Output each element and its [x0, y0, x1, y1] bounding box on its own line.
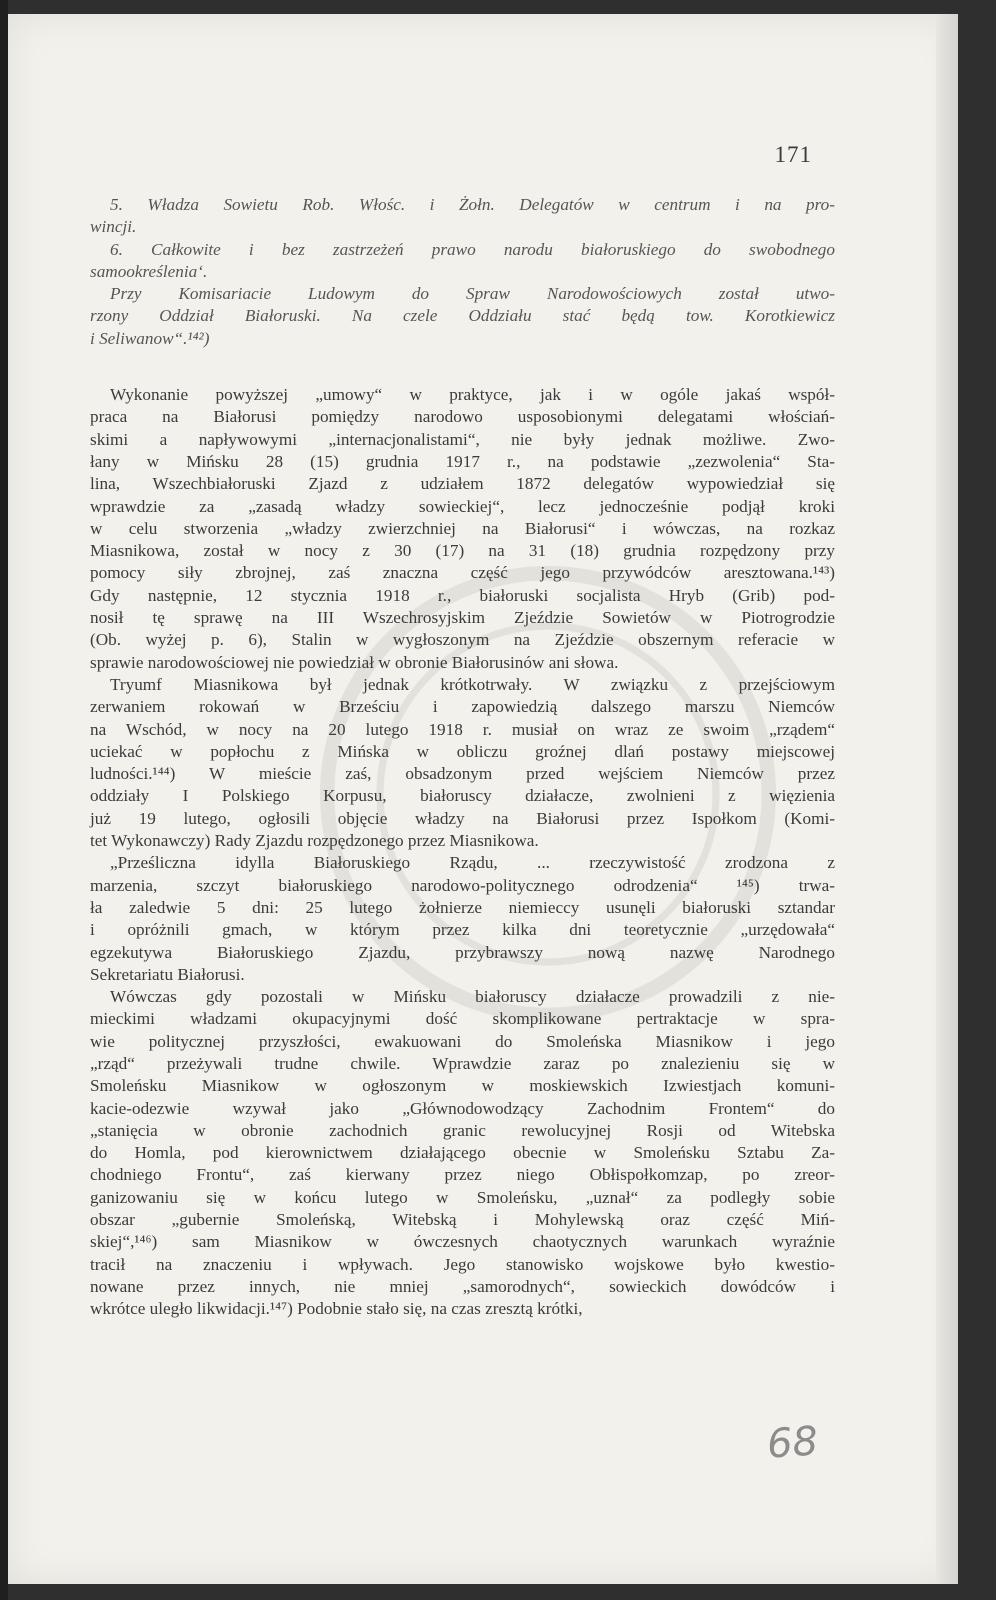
text-line: tracił na znaczeniu i wpływach. Jego stanowisko wojskowe było kwestio- — [90, 1254, 835, 1274]
quote-paragraph — [90, 283, 835, 350]
quoted-declaration — [90, 194, 835, 350]
text-line: do Homla, pod kierownictwem działającego obecnie w Smoleńsku Sztabu Za- — [90, 1143, 835, 1163]
text-line: w celu stworzenia „władzy zwierzchniej na Białorusi“ i wówczas, na rozkaz — [90, 518, 835, 538]
text-line: egzekutywa Białoruskiego Zjazdu, przybrawszy nową nazwę Narodnego — [90, 942, 835, 962]
text-line: samookreślenia‘. — [90, 261, 208, 281]
text-line: wie politycznej przyszłości, ewakuowani do Smoleńska Miasnikow i jego — [90, 1031, 835, 1051]
text-line: (Ob. wyżej p. 6), Stalin w wygłoszonym na Zjeździe obszernym referacie w — [90, 630, 835, 650]
page-number: 171 — [774, 142, 812, 167]
text-line: łany w Mińsku 28 (15) grudnia 1917 r., na podstawie „zezwolenia“ Sta- — [90, 451, 835, 471]
text-line: marzenia, szczyt białoruskiego narodowo-politycznego odrodzenia“ ¹⁴⁵) trwa- — [90, 875, 835, 895]
text-line: Miasnikowa, został w nocy z 30 (17) na 31 (18) grudnia rozpędzony przy — [90, 541, 835, 561]
text-line: „Prześliczna idylla Białoruskiego Rządu, ... rzeczywistość zrodzona z — [110, 853, 835, 873]
text-line: ludności.¹⁴⁴) W mieście zaś, obsadzonym przed wejściem Niemców przez — [90, 764, 835, 784]
text-line: lina, Wszechbiałoruski Zjazd z udziałem 1872 delegatów wypowiedział się — [90, 474, 835, 494]
text-line: Sekretariatu Białorusi. — [90, 964, 245, 984]
paragraph — [90, 384, 835, 674]
text-line: Wówczas gdy pozostali w Mińsku białoruscy działacze prowadzili z nie- — [110, 987, 835, 1007]
text-line: pomocy siły zbrojnej, zaś znaczna część jego przywódców aresztowana.¹⁴³) — [90, 563, 835, 583]
text-line: „stanięcia w obronie zachodnich granic rewolucyjnej Rosji od Witebska — [90, 1120, 835, 1140]
text-line: skimi a napływowymi „internacjonalistami“, nie były jednak możliwe. Zwo- — [90, 429, 835, 449]
text-line: wprawdzie za „zasadą władzy sowieckiej“, lecz jednocześnie podjął kroki — [90, 496, 835, 516]
text-line: skiej“,¹⁴⁶) sam Miasnikow w ówczesnych chaotycznych warunkach wyraźnie — [90, 1232, 835, 1252]
text-line: Przy Komisariacie Ludowym do Spraw Narodowościowych został utwo- — [110, 284, 835, 304]
text-line: ła zaledwie 5 dni: 25 lutego żołnierze niemieccy usunęli białoruski sztandar — [90, 897, 835, 917]
text-line: rzony Oddział Białoruski. Na czele Oddziału stać będą tow. Korotkiewicz — [90, 306, 835, 326]
handwritten-page-number: 68 — [765, 1418, 820, 1468]
body-text — [90, 384, 835, 1320]
text-line: nowane przez innych, nie mniej „samorodnych“, sowieckich dowódców i — [90, 1276, 835, 1296]
text-line: sprawie narodowościowej nie powiedział w obronie Białorusinów ani słowa. — [90, 652, 619, 672]
text-line: kacie-odezwie wzywał jako „Głównodowodzący Zachodnim Frontem“ do — [90, 1098, 835, 1118]
text-line: oddziały I Polskiego Korpusu, białoruscy działacze, zwolnieni z więzienia — [90, 786, 835, 806]
text-line: uciekać w popłochu z Mińska w obliczu groźnej dlań postawy miejscowej — [90, 741, 835, 761]
text-line: wkrótce uległo likwidacji.¹⁴⁷) Podobnie stało się, na czas zresztą krótki, — [90, 1299, 583, 1319]
text-line: tet Wykonawczy) Rady Zjazdu rozpędzonego przez Miasnikowa. — [90, 831, 539, 851]
text-line: 5. Władza Sowietu Rob. Włośc. i Żołn. Delegatów w centrum i na pro- — [110, 195, 835, 214]
page-text — [90, 194, 835, 1321]
quote-paragraph — [90, 239, 835, 284]
text-line: 6. Całkowite i bez zastrzeżeń prawo narodu białoruskiego do swobodnego — [110, 239, 835, 259]
text-line: nosił tę sprawę na III Wszechrosyjskim Zjeździe Sowietów w Piotrogrodzie — [90, 608, 835, 628]
text-line: już 19 lutego, ogłosili objęcie władzy na Białorusi przez Ispołkom (Komi- — [90, 808, 835, 828]
text-line: i Seliwanow“.¹⁴²) — [90, 328, 210, 348]
book-page — [8, 14, 958, 1584]
paragraph — [90, 674, 835, 852]
text-line: Smoleńsku Miasnikow w ogłoszonym w moskiewskich Izwiestjach komuni- — [90, 1076, 835, 1096]
scan-left-edge — [0, 0, 8, 1600]
text-line: na Wschód, w nocy na 20 lutego 1918 r. musiał on wraz ze swoim „rządem“ — [90, 719, 835, 739]
text-line: Wykonanie powyższej „umowy“ w praktyce, jak i w ogóle jakaś współ- — [110, 385, 835, 405]
text-line: Gdy następnie, 12 stycznia 1918 r., białoruski socjalista Hryb (Grib) pod- — [90, 585, 835, 605]
text-line: „rząd“ przeżywali trudne chwile. Wprawdzie zaraz po znalezieniu się w — [90, 1053, 835, 1073]
text-line: ganizowaniu się w końcu lutego w Smoleńsku, „uznał“ za podległy sobie — [90, 1187, 835, 1207]
text-line: chodniego Frontu“, zaś kierwany przez niego Obłispołkomzap, po zreor- — [90, 1165, 835, 1185]
text-line: Tryumf Miasnikowa był jednak krótkotrwały. W związku z przejściowym — [110, 674, 835, 694]
text-line: i opróżnili gmach, w którym przez kilka dni teoretycznie „urzędowała“ — [90, 920, 835, 940]
paragraph — [90, 986, 835, 1320]
text-line: zerwaniem rokowań w Brześciu i zapowiedzią dalszego marszu Niemców — [90, 697, 835, 717]
quote-paragraph — [90, 194, 835, 239]
paragraph — [90, 852, 835, 986]
text-line: obszar „gubernie Smoleńską, Witebską i Mohylewską oraz część Miń- — [90, 1210, 835, 1230]
text-line: praca na Białorusi pomiędzy narodowo usposobionymi delegatami włościań- — [90, 407, 835, 427]
text-line: mieckimi władzami okupacyjnymi dość skomplikowane pertraktacje w spra- — [90, 1009, 835, 1029]
text-line: wincji. — [90, 217, 137, 237]
